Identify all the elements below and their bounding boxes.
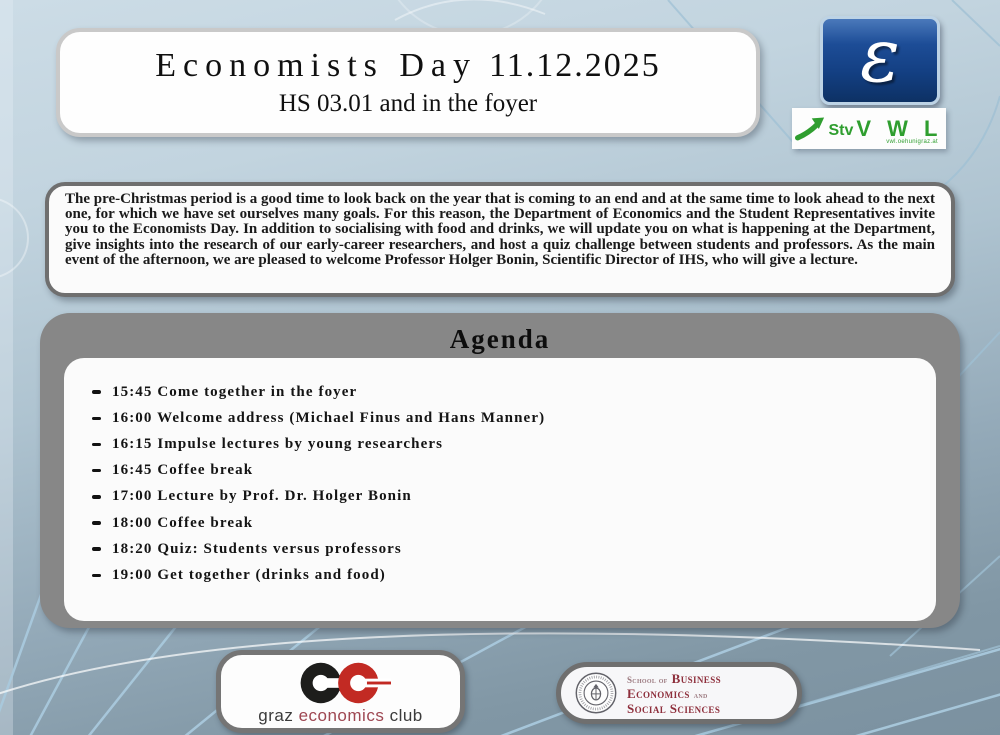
stv-prefix-label: Stv [828,121,854,139]
bullet-icon [92,574,101,578]
school-wordmark [627,672,721,715]
page-title [155,47,661,85]
stv-vwl-logo [792,108,946,149]
agenda-item [92,510,906,536]
bullet-icon [92,390,101,394]
social-sciences-label: Social Sciences [627,700,721,716]
trend-arrow-icon [795,117,825,141]
agenda-card [64,358,936,621]
business-label: Business [671,670,722,686]
bullet-icon [92,521,101,525]
event-location: HS 03.01 and in the foyer [278,90,538,117]
agenda-item-label: 18:00 Coffee break [112,514,254,531]
bullet-icon [92,469,101,473]
club-word-graz: graz [258,705,294,725]
school-logo [556,662,802,724]
club-rings-icon [291,660,391,706]
intro-paragraph: The pre-Christmas period is a good time to look back on the year that is coming to an end and at the same time to look ahead to the next one, for which we have set ourselves many goals. For this reason, the Department of Economics and the Student Representatives invite you to the Economists Day. In addition to socialising with food and drinks, we will update you on what is happening at the Department, give insights into the research of our early-career researchers, and host a quiz challenge between students and professors. As the main event of the afternoon, we are pleased to welcome Professor Holger Bonin, Scientific Director of IHS, who will give a lecture. [65,191,935,268]
agenda-item-label: 16:45 Coffee break [112,462,254,479]
agenda-item-label: 16:15 Impulse lectures by young researchers [112,435,444,452]
agenda-item [92,405,906,431]
intro-card [45,182,955,297]
agenda-heading: Agenda [449,324,551,354]
agenda-item-label: 16:00 Welcome address (Michael Finus and Hans Manner) [112,409,546,426]
and-label: and [693,689,708,700]
economics-label: Economics [627,685,690,701]
event-date: 11.12.2025 [489,47,661,84]
bullet-icon [92,443,101,447]
stv-small-text: vwl.oehunigraz.at [886,139,938,145]
agenda-item [92,379,906,405]
bullet-icon [92,547,101,551]
event-name: Economists Day [155,47,478,84]
agenda-item-label: 19:00 Get together (drinks and food) [112,566,386,583]
agenda-item [92,484,906,510]
club-word-club: club [389,705,423,725]
agenda-item [92,431,906,457]
agenda-item-label: 18:20 Quiz: Students versus professors [112,540,402,557]
agenda-item-label: 17:00 Lecture by Prof. Dr. Holger Bonin [112,488,412,505]
school-of-label: School of [627,674,668,685]
epsilon-icon: ε [860,12,900,99]
department-epsilon-logo [820,12,940,105]
school-line-1 [627,672,721,687]
agenda-panel [40,313,960,628]
school-line-2 [627,687,721,702]
stv-name-label: V W L [856,115,943,141]
school-line-3 [627,702,721,715]
agenda-list [92,379,906,589]
university-seal-icon [574,671,618,715]
club-word-economics: economics [298,705,385,725]
agenda-item [92,458,906,484]
graz-economics-club-logo [216,650,465,733]
bullet-icon [92,417,101,421]
agenda-item [92,562,906,588]
club-wordmark [258,707,423,724]
agenda-item-label: 15:45 Come together in the foyer [112,383,358,400]
title-card [56,28,760,137]
bullet-icon [92,495,101,499]
agenda-item [92,536,906,562]
